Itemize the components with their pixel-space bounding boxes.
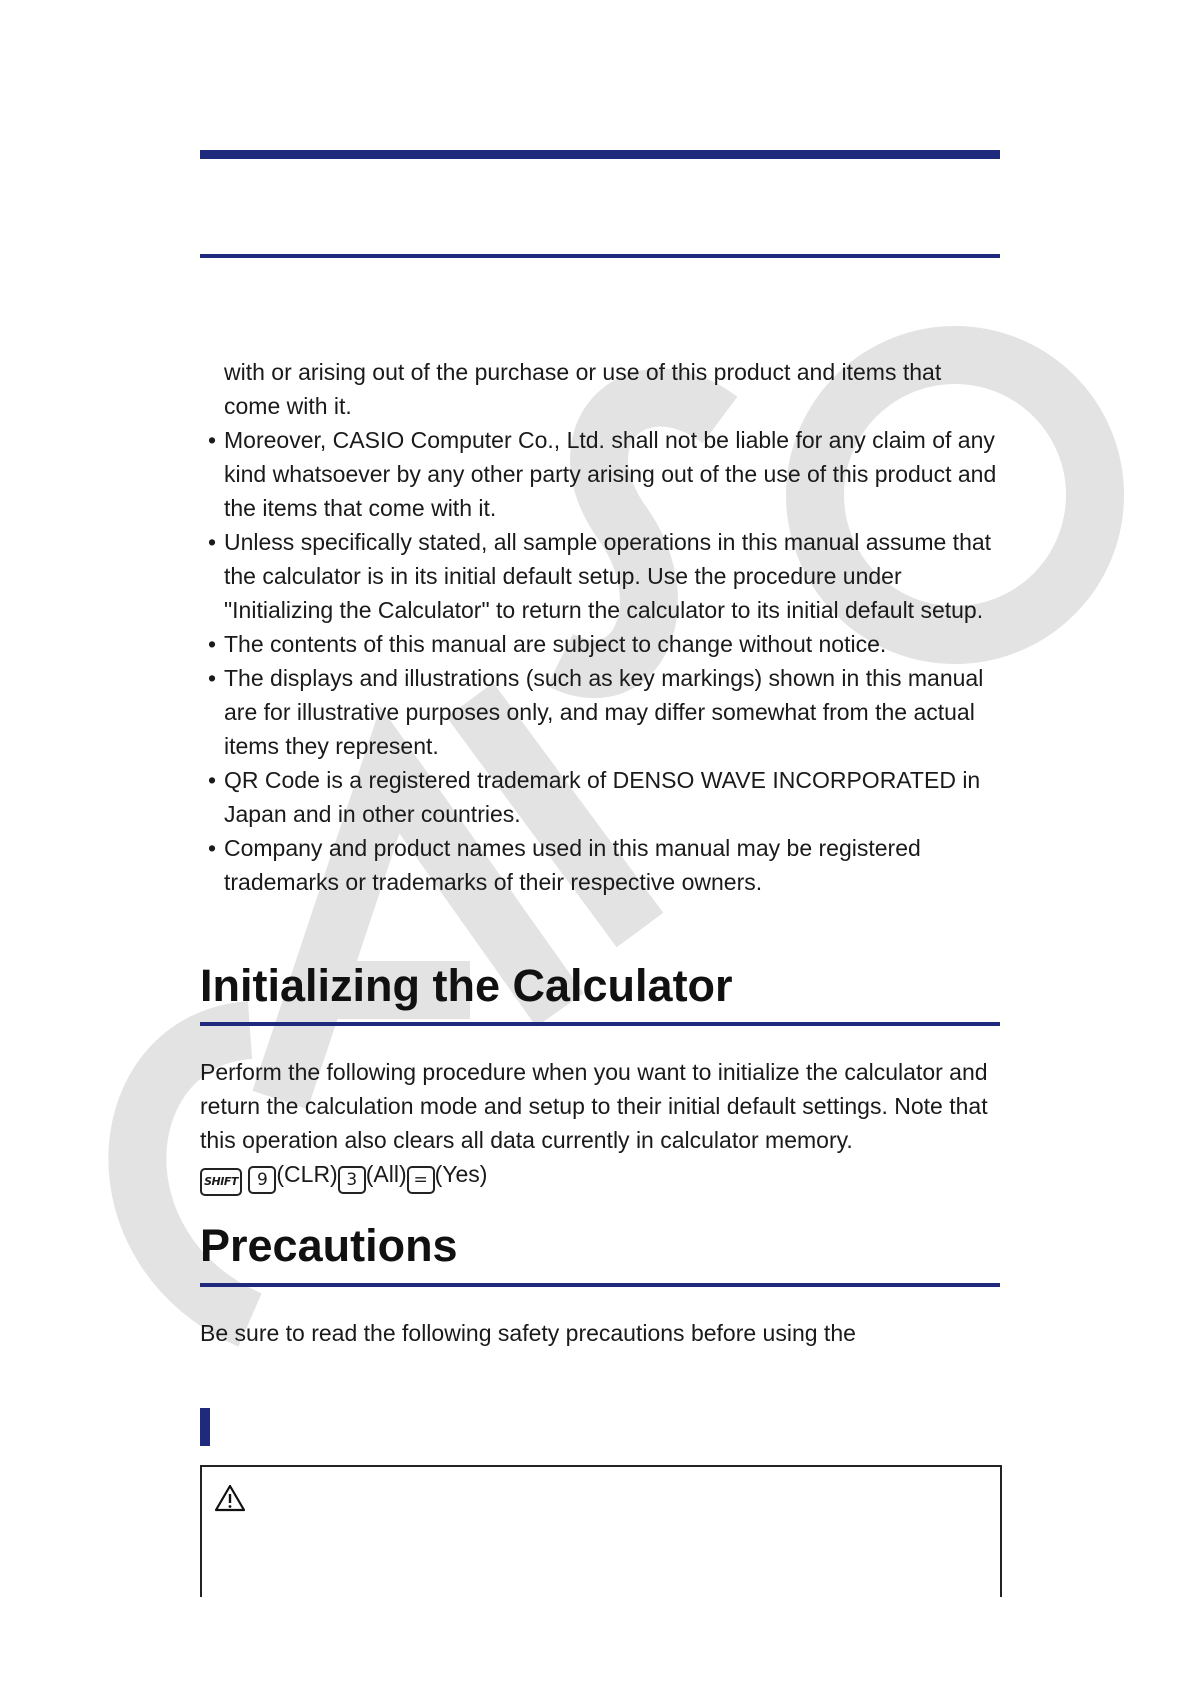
initializing-body: Perform the following procedure when you want to initialize the calculator and return the calculation mode and setup to their initial default settings. Note that this operation also clears all data currently in calculator memory. bbox=[200, 1059, 988, 1153]
initializing-heading: Initializing the Calculator bbox=[200, 960, 733, 1011]
list-item: • The contents of this manual are subject to change without notice. bbox=[200, 627, 1000, 661]
top-rule-thick bbox=[200, 150, 1000, 159]
precautions-heading: Precautions bbox=[200, 1220, 458, 1271]
top-rule-thin bbox=[200, 254, 1000, 258]
three-key-icon: 3 bbox=[338, 1166, 366, 1194]
list-item: • Moreover, CASIO Computer Co., Ltd. shall not be liable for any claim of any kind whatsoever by any other party arising out of the use of this product and the items that come with it. bbox=[200, 423, 1000, 525]
precautions-body: Be sure to read the following safety precautions before using the bbox=[200, 1320, 856, 1346]
shift-key-icon: SHIFT bbox=[200, 1168, 242, 1196]
warning-triangle-icon bbox=[214, 1483, 246, 1513]
equals-key-icon: = bbox=[407, 1166, 435, 1194]
warning-box bbox=[200, 1465, 1002, 1597]
precautions-rule bbox=[200, 1283, 1000, 1287]
key-sequence bbox=[200, 1157, 1000, 1196]
nine-key-icon: 9 bbox=[248, 1166, 276, 1194]
list-item: • QR Code is a registered trademark of DENSO WAVE INCORPORATED in Japan and in other countries. bbox=[200, 763, 1000, 831]
clr-label: (CLR) bbox=[276, 1161, 338, 1187]
list-item: • Unless specifically stated, all sample operations in this manual assume that the calculator is in its initial default setup. Use the procedure under "Initializing the Calculator" to return the calculator to its initial default setup. bbox=[200, 525, 1000, 627]
initializing-rule bbox=[200, 1022, 1000, 1026]
yes-label: (Yes) bbox=[434, 1161, 488, 1187]
list-item: • The displays and illustrations (such as key markings) shown in this manual are for illustrative purposes only, and may differ somewhat from the actual items they represent. bbox=[200, 661, 1000, 763]
all-label: (All) bbox=[365, 1161, 407, 1187]
notice-section bbox=[200, 355, 1000, 899]
list-item: • Company and product names used in this manual may be registered trademarks or trademarks of their respective owners. bbox=[200, 831, 1000, 899]
notice-bullet-list bbox=[200, 423, 1000, 899]
subheading-bar bbox=[200, 1408, 210, 1446]
continued-paragraph: with or arising out of the purchase or use of this product and items that come with it. bbox=[224, 359, 942, 419]
